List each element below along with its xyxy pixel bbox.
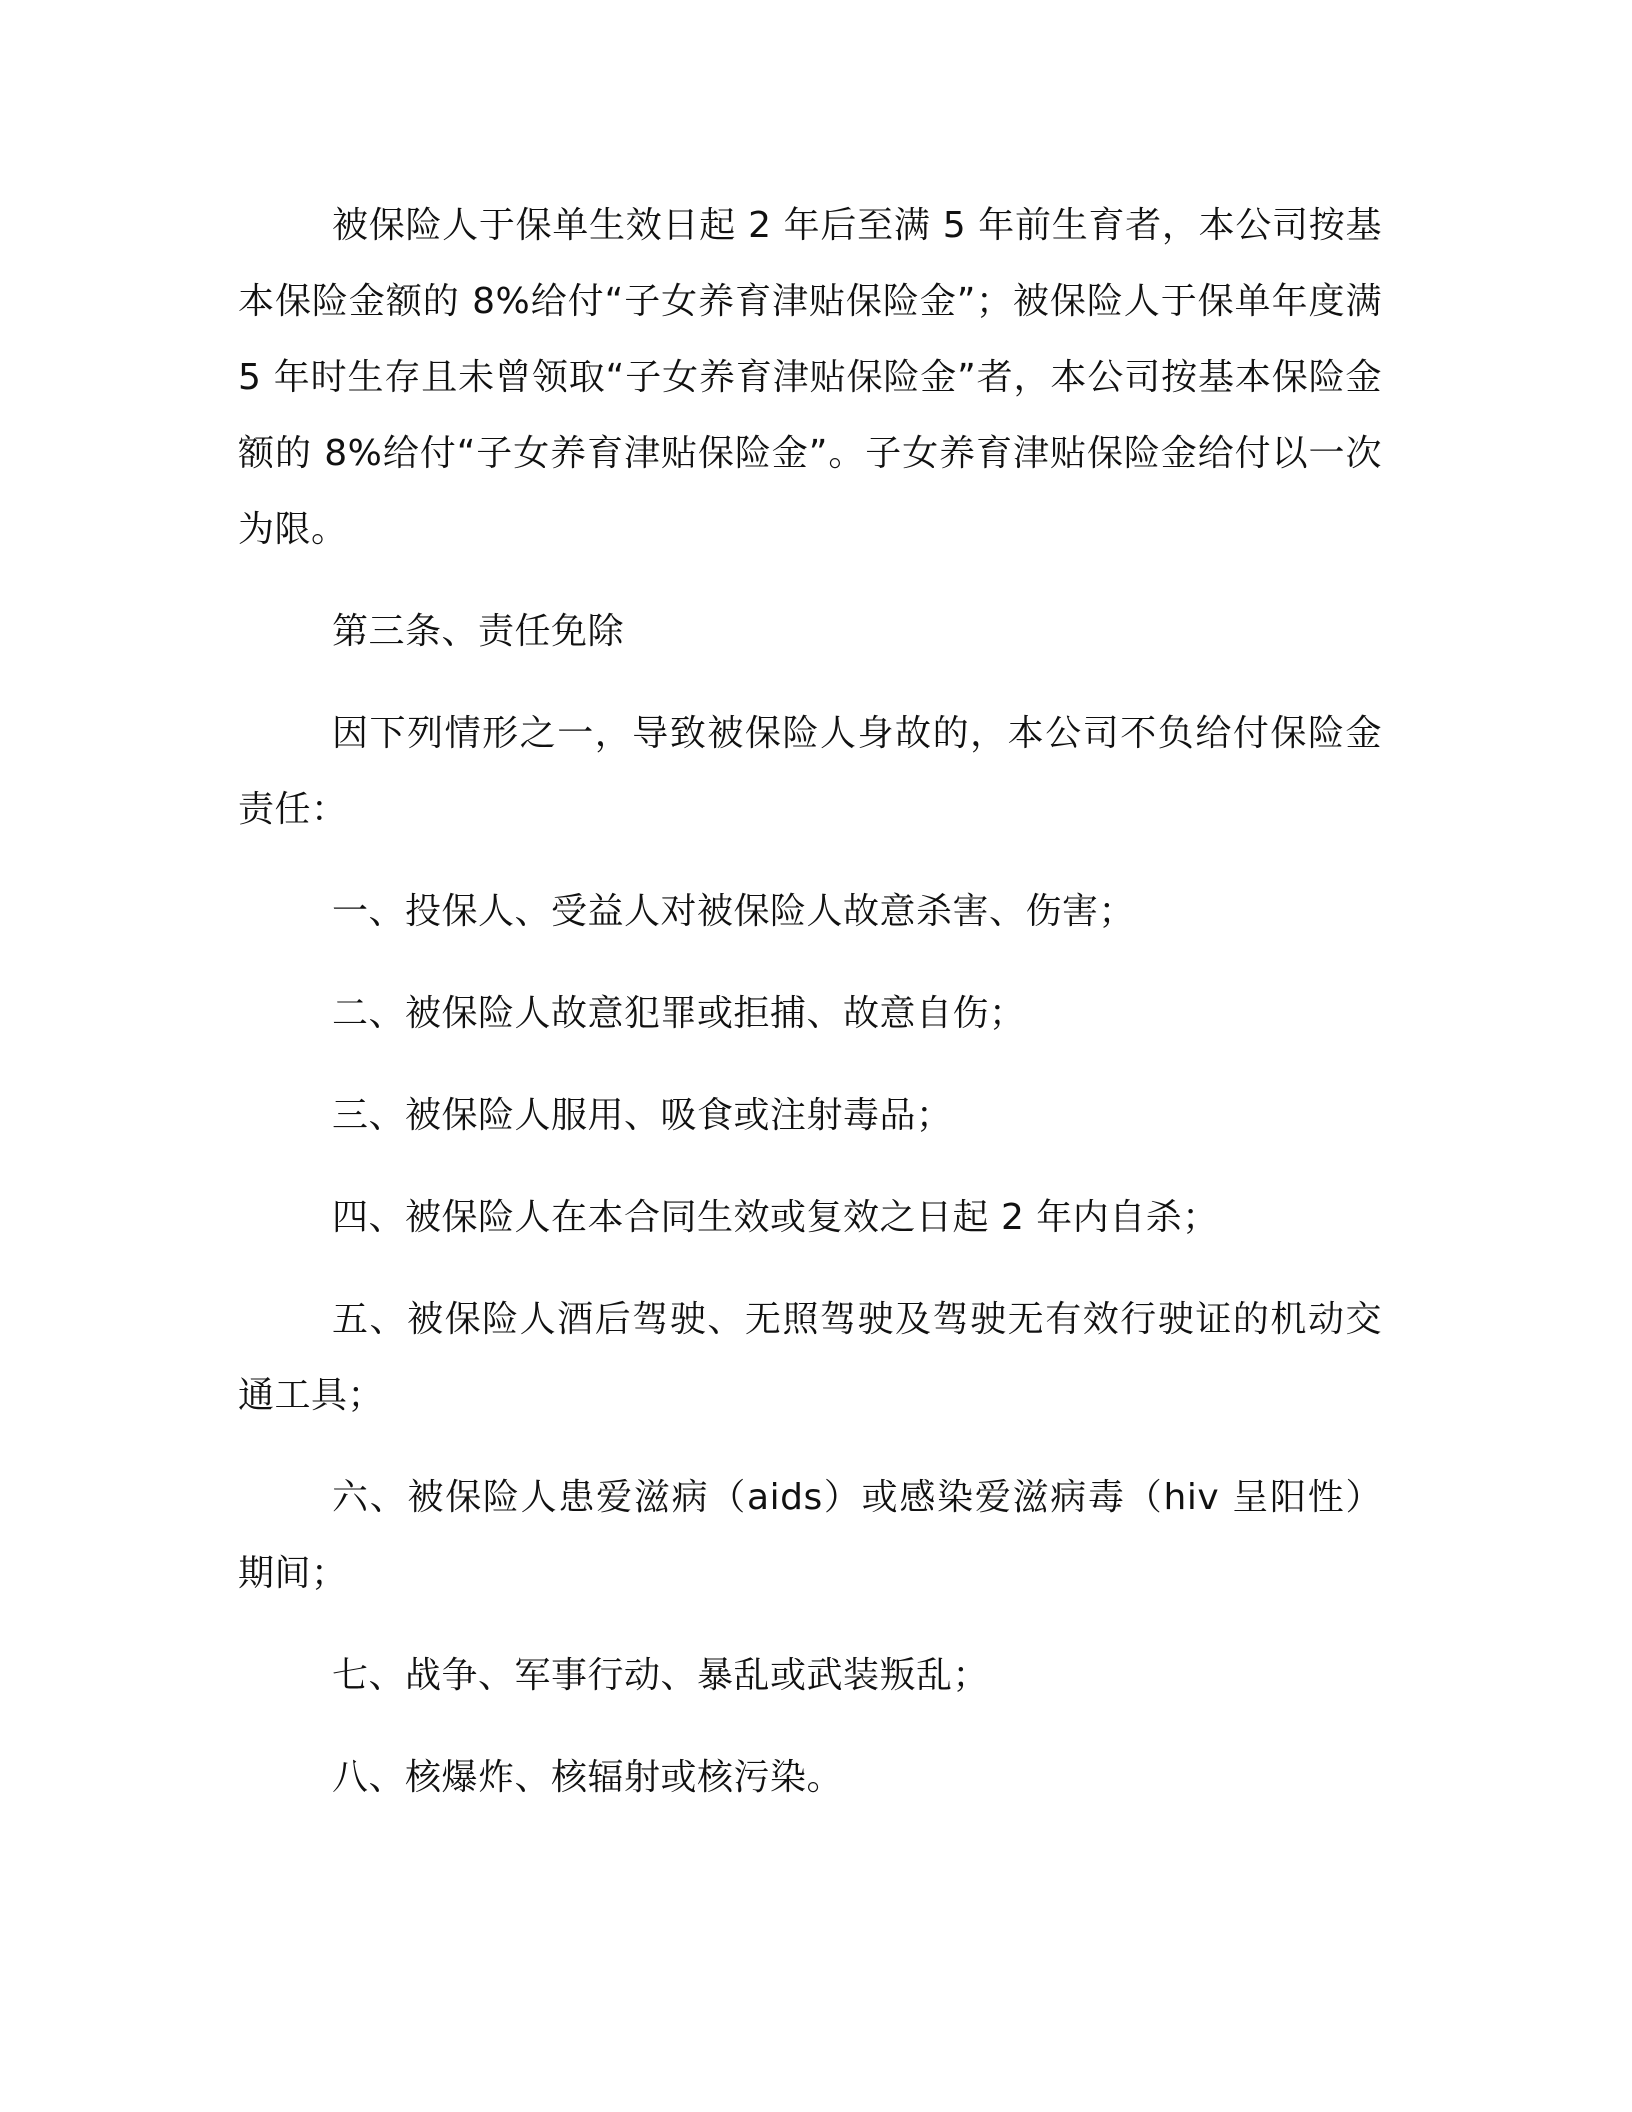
exclusion-item-7: 七、战争、军事行动、暴乱或武装叛乱； (332, 1655, 990, 1696)
exclusion-item-5: 五、被保险人酒后驾驶、无照驾驶及驾驶无有效行驶证的机动交通工具； (238, 1299, 1382, 1416)
exclusion-item-4: 四、被保险人在本合同生效或复效之日起 2 年内自杀； (332, 1197, 1219, 1238)
exclusion-item-3: 三、被保险人服用、吸食或注射毒品； (332, 1095, 953, 1136)
section-heading-exclusions: 第三条、责任免除 (332, 611, 625, 652)
paragraph-childcare-benefit: 被保险人于保单生效日起 2 年后至满 5 年前生育者，本公司按基本保险金额的 8%给付“子女养育津贴保险金”；被保险人于保单年度满 5 年时生存且未曾领取“子女养育津贴保险金”者，本公司按基本保险金额的 8%给付“子女养育津贴保险金”。子女养育津贴保险金给付以一次为限。 (238, 205, 1382, 550)
exclusion-item-8: 八、核爆炸、核辐射或核污染。 (332, 1757, 844, 1798)
paragraph-exclusions-intro: 因下列情形之一，导致被保险人身故的，本公司不负给付保险金责任： (238, 713, 1382, 830)
exclusion-item-1: 一、投保人、受益人对被保险人故意杀害、伤害； (332, 891, 1136, 932)
exclusion-item-2: 二、被保险人故意犯罪或拒捕、故意自伤； (332, 993, 1026, 1034)
exclusion-item-6: 六、被保险人患爱滋病（aids）或感染爱滋病毒（hiv 呈阳性）期间； (238, 1477, 1382, 1594)
document-page (238, 188, 1382, 1816)
